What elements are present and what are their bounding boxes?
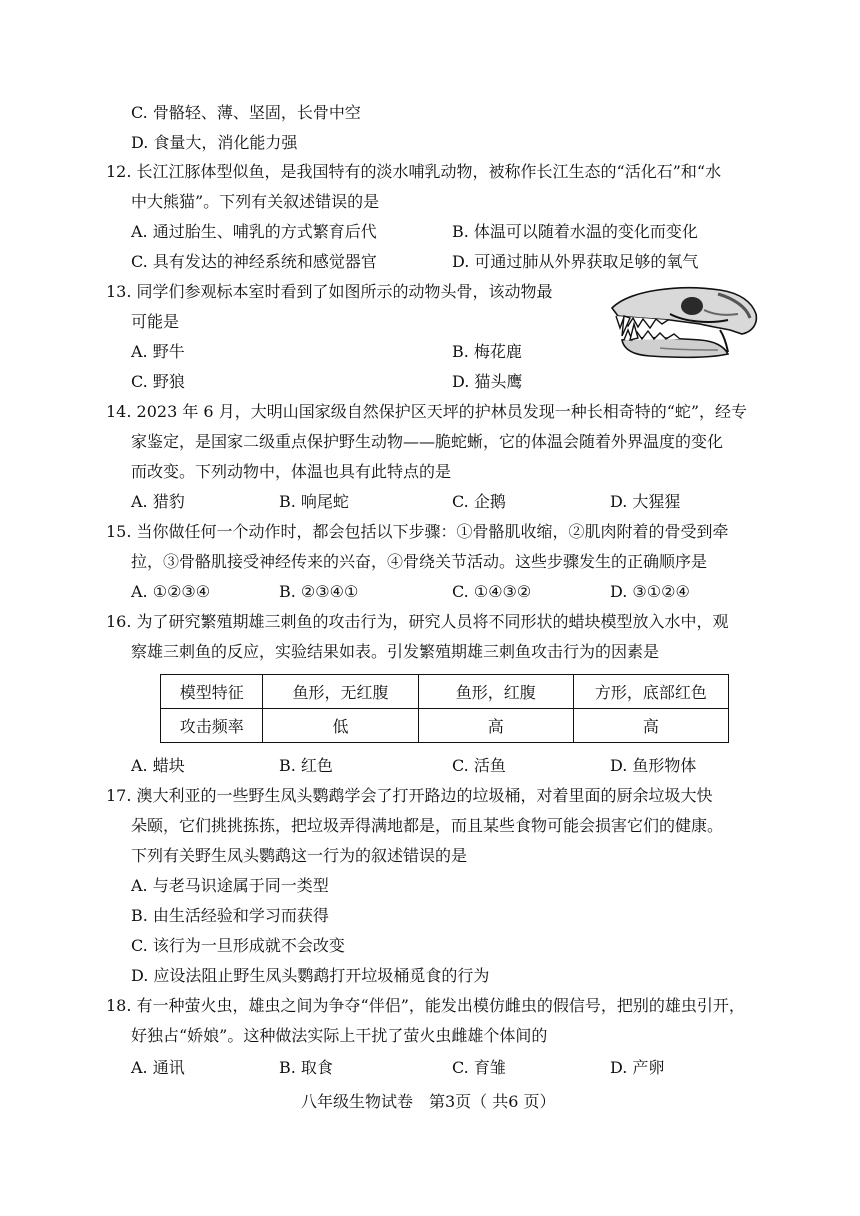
q17-stem-line3: 下列有关野生凤头鹦鹉这一行为的叙述错误的是 xyxy=(131,846,468,865)
table-cell: 鱼形，无红腹 xyxy=(263,675,418,709)
q18-option-c: C. 育雏 xyxy=(452,1058,506,1077)
q12-option-a: A. 通过胎生、哺乳的方式繁育后代 xyxy=(131,222,377,241)
q14-stem-line3: 而改变。下列动物中，体温也具有此特点的是 xyxy=(131,462,452,481)
q17-option-a: A. 与老马识途属于同一类型 xyxy=(131,876,329,895)
q12-option-b: B. 体温可以随着水温的变化而变化 xyxy=(452,222,698,241)
q17-stem-line2: 朵颐，它们挑挑拣拣，把垃圾弄得满地都是，而且某些食物可能会损害它们的健康。 xyxy=(131,816,724,835)
experiment-results-table xyxy=(160,674,729,743)
table-cell: 高 xyxy=(418,709,573,743)
q18-option-d: D. 产卵 xyxy=(610,1058,665,1077)
q14-stem-line2: 家鉴定，是国家二级重点保护野生动物——脆蛇蜥，它的体温会随着外界温度的变化 xyxy=(131,432,724,451)
q13-option-a: A. 野牛 xyxy=(131,342,185,361)
q11-option-d: D. 食量大，消化能力强 xyxy=(131,133,298,152)
q17-option-b: B. 由生活经验和学习而获得 xyxy=(131,906,329,925)
animal-skull-figure xyxy=(600,280,760,360)
q12-stem-line2: 中大熊猫”。下列有关叙述错误的是 xyxy=(131,192,380,211)
q17-option-d: D. 应设法阻止野生凤头鹦鹉打开垃圾桶觅食的行为 xyxy=(131,966,490,985)
q15-option-b: B. ②③④① xyxy=(279,582,359,601)
q18-stem-line2: 好独占“娇娘”。这种做法实际上干扰了萤火虫雌雄个体间的 xyxy=(131,1026,548,1045)
q14-option-d: D. 大猩猩 xyxy=(610,492,681,511)
q18-stem-line1: 18. 有一种萤火虫，雄虫之间为争夺“伴侣”，能发出模仿雌虫的假信号，把别的雄虫引开， xyxy=(106,996,745,1015)
q15-option-c: C. ①④③② xyxy=(452,582,532,601)
table-cell: 方形，底部红色 xyxy=(573,675,728,709)
q16-stem-line2: 察雄三刺鱼的反应，实验结果如表。引发繁殖期雄三刺鱼攻击行为的因素是 xyxy=(131,642,660,661)
q13-option-d: D. 猫头鹰 xyxy=(452,372,523,391)
table-cell: 攻击频率 xyxy=(161,709,263,743)
table-cell: 低 xyxy=(263,709,418,743)
q12-option-c: C. 具有发达的神经系统和感觉器官 xyxy=(131,252,377,271)
q18-option-b: B. 取食 xyxy=(279,1058,333,1077)
q16-stem-line1: 16. 为了研究繁殖期雄三刺鱼的攻击行为，研究人员将不同形状的蜡块模型放入水中，观 xyxy=(106,612,729,631)
q16-option-c: C. 活鱼 xyxy=(452,756,506,775)
q13-option-b: B. 梅花鹿 xyxy=(452,342,522,361)
q16-option-d: D. 鱼形物体 xyxy=(610,756,697,775)
q14-stem-line1: 14. 2023 年 6 月，大明山国家级自然保护区天坪的护林员发现一种长相奇特的“蛇”，经专 xyxy=(106,402,748,421)
q12-stem-line1: 12. 长江江豚体型似鱼，是我国特有的淡水哺乳动物，被称作长江生态的“活化石”和“水 xyxy=(106,162,722,181)
q18-option-a: A. 通讯 xyxy=(131,1058,185,1077)
q15-stem-line1: 15. 当你做任何一个动作时，都会包括以下步骤：①骨骼肌收缩，②肌肉附着的骨受到牵 xyxy=(106,522,729,541)
table-cell: 鱼形，红腹 xyxy=(418,675,573,709)
q15-option-a: A. ①②③④ xyxy=(131,582,211,601)
q16-option-a: A. 蜡块 xyxy=(131,756,185,775)
q13-option-c: C. 野狼 xyxy=(131,372,185,391)
table-row xyxy=(161,675,729,709)
table-cell: 高 xyxy=(573,709,728,743)
q15-stem-line2: 拉，③骨骼肌接受神经传来的兴奋，④骨绕关节活动。这些步骤发生的正确顺序是 xyxy=(131,552,708,571)
q15-option-d: D. ③①②④ xyxy=(610,582,690,601)
table-row xyxy=(161,709,729,743)
q14-option-a: A. 猎豹 xyxy=(131,492,185,511)
q17-stem-line1: 17. 澳大利亚的一些野生凤头鹦鹉学会了打开路边的垃圾桶，对着里面的厨余垃圾大快 xyxy=(106,786,713,805)
page-footer: 八年级生物试卷 第3页（ 共6 页） xyxy=(301,1092,556,1111)
q14-option-b: B. 响尾蛇 xyxy=(279,492,349,511)
q17-option-c: C. 该行为一旦形成就不会改变 xyxy=(131,936,345,955)
q14-option-c: C. 企鹅 xyxy=(452,492,506,511)
q13-stem-line1: 13. 同学们参观标本室时看到了如图所示的动物头骨，该动物最 xyxy=(106,282,553,301)
table-cell: 模型特征 xyxy=(161,675,263,709)
q16-option-b: B. 红色 xyxy=(279,756,333,775)
q13-stem-line2: 可能是 xyxy=(131,312,180,331)
q12-option-d: D. 可通过肺从外界获取足够的氧气 xyxy=(452,252,699,271)
q11-option-c: C. 骨骼轻、薄、坚固，长骨中空 xyxy=(131,103,361,122)
